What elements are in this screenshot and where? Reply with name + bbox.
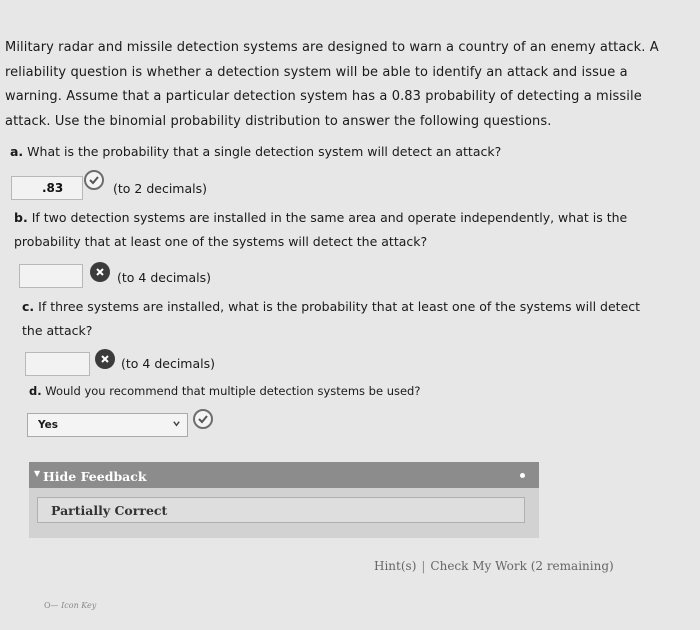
dot-icon xyxy=(520,473,525,478)
question-a xyxy=(10,140,501,164)
question-d-text: Would you recommend that multiple detection systems be used? xyxy=(45,384,421,398)
action-links xyxy=(374,559,614,573)
answer-c-precision: (to 4 decimals) xyxy=(121,356,215,371)
question-d-letter: d. xyxy=(29,384,42,398)
question-a-letter: a. xyxy=(10,144,24,159)
check-circle-icon xyxy=(84,170,104,190)
question-c-letter: c. xyxy=(22,299,35,314)
intro-line-3: warning. Assume that a particular detection system has a 0.83 probability of detecting a missile xyxy=(5,89,642,104)
answer-b-input[interactable] xyxy=(19,264,83,288)
answer-c-input[interactable] xyxy=(25,352,90,376)
question-a-text: What is the probability that a single detection system will detect an attack? xyxy=(27,144,502,159)
intro-line-4: attack. Use the binomial probability distribution to answer the following questions. xyxy=(5,113,552,129)
x-circle-icon xyxy=(95,349,115,369)
question-b xyxy=(14,206,627,254)
answer-b-precision: (to 4 decimals) xyxy=(117,270,211,285)
feedback-result-box xyxy=(37,497,525,523)
key-icon: O— xyxy=(44,601,59,610)
feedback-result: Partially Correct xyxy=(51,503,168,518)
question-b-letter: b. xyxy=(14,210,28,225)
hide-feedback-toggle[interactable] xyxy=(29,462,539,488)
hints-link[interactable]: Hint(s) xyxy=(374,559,417,573)
check-circle-icon xyxy=(193,409,213,429)
answer-a-input[interactable] xyxy=(11,176,83,200)
intro-line-2: reliability question is whether a detection system will be able to identify an attack and issue a xyxy=(5,64,628,80)
intro-line-1: Military radar and missile detection systems are designed to warn a country of an enemy attack. A xyxy=(5,40,659,55)
triangle-down-icon: ▼ xyxy=(34,468,41,478)
problem-statement xyxy=(5,36,695,134)
chevron-down-icon xyxy=(172,419,181,431)
question-c-line-2: the attack? xyxy=(22,323,93,338)
answer-d-select[interactable] xyxy=(27,413,188,437)
link-separator: | xyxy=(421,559,426,573)
icon-key[interactable] xyxy=(44,601,96,610)
x-circle-icon xyxy=(90,262,110,282)
check-my-work-link[interactable]: Check My Work (2 remaining) xyxy=(430,559,614,573)
question-d xyxy=(29,379,420,403)
answer-a-precision: (to 2 decimals) xyxy=(113,181,207,196)
feedback-panel xyxy=(29,488,539,538)
question-c xyxy=(22,295,640,343)
question-c-line-1: If three systems are installed, what is the probability that at least one of the systems will detect xyxy=(38,299,641,314)
question-b-line-1: If two detection systems are installed in the same area and operate independently, what is the xyxy=(31,210,628,225)
question-b-line-2: probability that at least one of the systems will detect the attack? xyxy=(14,234,428,249)
hide-feedback-label: Hide Feedback xyxy=(43,469,147,484)
icon-key-label: Icon Key xyxy=(61,601,97,610)
answer-d-selected: Yes xyxy=(38,419,59,431)
